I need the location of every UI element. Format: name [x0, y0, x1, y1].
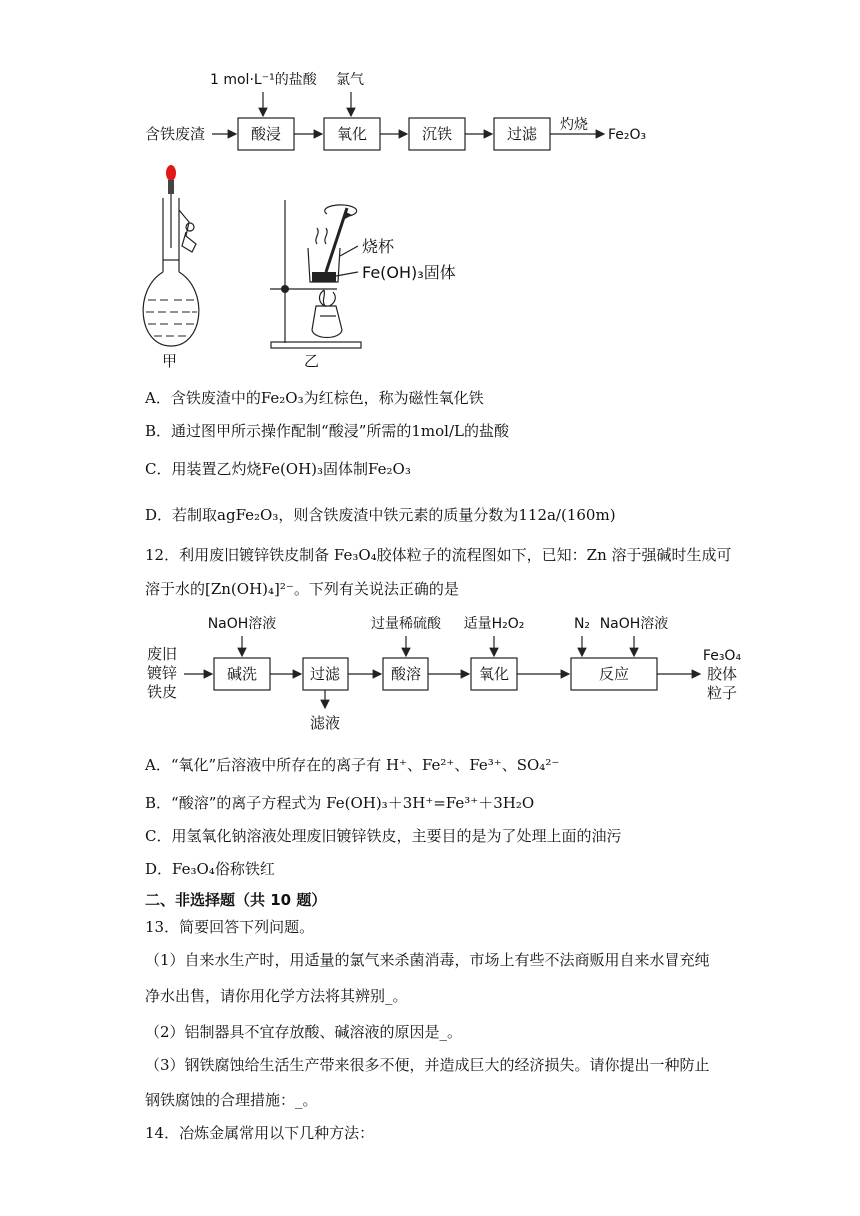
flow1-arrow-label: 灼烧: [560, 117, 588, 133]
flow2-product-3: 粒子: [706, 684, 738, 702]
flow1-step-3: 沉铁: [421, 125, 453, 143]
flow1-reagent-hcl: 1 mol·L⁻¹的盐酸: [210, 72, 317, 88]
flow2-step-1: 碱洗: [226, 665, 258, 683]
section-heading: 二、非选择题（共 10 题）: [145, 891, 327, 909]
q12-option-c: C．用氢氧化钠溶液处理废旧镀锌铁皮，主要目的是为了处理上面的油污: [145, 827, 622, 845]
flow-diagram-2: [0, 605, 860, 740]
q11-option-b: B．通过图甲所示操作配制“酸浸”所需的1mol/L的盐酸: [145, 422, 509, 440]
q13-part1-line2: 净水出售，请你用化学方法将其辨别_。: [145, 987, 408, 1005]
flow1-step-2: 氧化: [336, 125, 368, 143]
q14-stem: 14．冶炼金属常用以下几种方法：: [145, 1124, 375, 1142]
flow2-reagent-n2: N₂: [573, 616, 591, 632]
flow2-reagent-h2so4: 过量稀硫酸: [371, 616, 441, 632]
flow2-step-2: 过滤: [309, 665, 341, 683]
label-fe-oh3-solid: Fe(OH)₃固体: [362, 263, 456, 282]
flow1-reagent-chlorine: 氯气: [336, 72, 364, 88]
q11-option-c: C．用装置乙灼烧Fe(OH)₃固体制Fe₂O₃: [145, 460, 411, 478]
flow1-start: 含铁废渣: [145, 125, 206, 143]
volumetric-flask-jia: [143, 165, 199, 346]
flow2-step-5: 反应: [598, 665, 630, 683]
label-beaker: 烧杯: [362, 237, 395, 256]
caption-jia: 甲: [162, 352, 178, 370]
apparatus-figure: [0, 160, 860, 375]
q11-option-a: A．含铁废渣中的Fe₂O₃为红棕色，称为磁性氧化铁: [145, 389, 484, 407]
q13-part1-line1: （1）自来水生产时，用适量的氯气来杀菌消毒，市场上有些不法商贩用自来水冒充纯: [145, 951, 710, 969]
heating-apparatus-yi: [270, 200, 361, 348]
q12-stem-line-2: 溶于水的[Zn(OH)₄]²⁻。下列有关说法正确的是: [145, 580, 459, 598]
q13-stem: 13．简要回答下列问题。: [145, 918, 315, 936]
flow2-filtrate: 滤液: [309, 714, 341, 732]
flow2-product-1: Fe₃O₄: [702, 648, 742, 664]
flow2-reagent-h2o2: 适量H₂O₂: [463, 616, 525, 632]
q12-option-d: D．Fe₃O₄俗称铁红: [145, 860, 275, 878]
flow-diagram-1: [0, 0, 860, 160]
flow2-start-3: 铁皮: [147, 683, 178, 701]
flow2-step-3: 酸溶: [390, 665, 422, 683]
q11-option-d: D．若制取agFe₂O₃，则含铁废渣中铁元素的质量分数为112a/(160m): [145, 506, 616, 524]
flow2-start-2: 镀锌: [147, 664, 178, 682]
flow1-product: Fe₂O₃: [608, 127, 647, 143]
flow1-step-4: 过滤: [506, 125, 538, 143]
flow2-reagent-naoh-2: NaOH溶液: [599, 616, 669, 632]
flow2-product-2: 胶体: [706, 665, 738, 683]
caption-yi: 乙: [304, 352, 320, 370]
flow1-step-1: 酸浸: [250, 125, 282, 143]
flow2-start-1: 废旧: [147, 645, 178, 663]
q12-option-b: B．“酸溶”的离子方程式为 Fe(OH)₃＋3H⁺=Fe³⁺＋3H₂O: [145, 794, 535, 812]
q13-part2: （2）铝制器具不宜存放酸、碱溶液的原因是_。: [145, 1023, 463, 1041]
q13-part3-line2: 钢铁腐蚀的合理措施：_。: [145, 1091, 318, 1109]
flow2-step-4: 氧化: [478, 665, 510, 683]
q12-stem-line-1: 12．利用废旧镀锌铁皮制备 Fe₃O₄胶体粒子的流程图如下，已知：Zn 溶于强碱时生成可: [145, 546, 732, 564]
flow2-reagent-naoh-1: NaOH溶液: [207, 616, 277, 632]
q12-option-a: A．“氧化”后溶液中所存在的离子有 H⁺、Fe²⁺、Fe³⁺、SO₄²⁻: [145, 756, 560, 774]
q13-part3-line1: （3）钢铁腐蚀给生活生产带来很多不便，并造成巨大的经济损失。请你提出一种防止: [145, 1056, 710, 1074]
